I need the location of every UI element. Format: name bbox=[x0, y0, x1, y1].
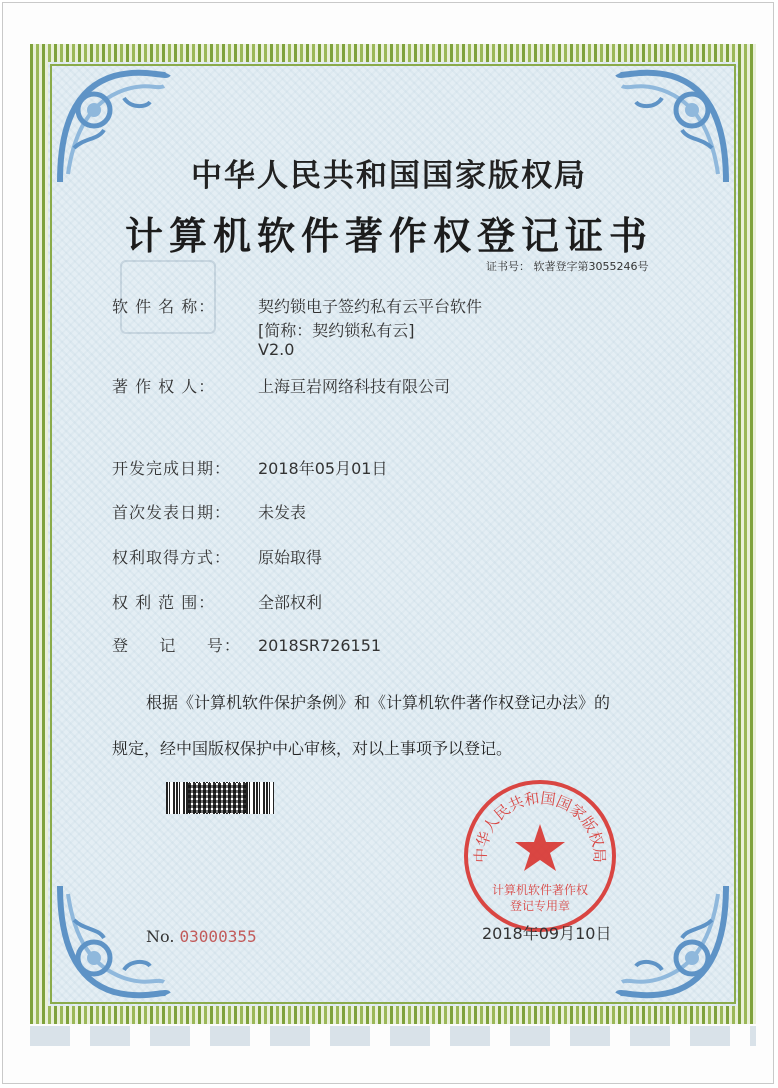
seal-outer-text: 中华人民共和国国家版权局 bbox=[471, 789, 609, 864]
registration-number-value: 2018SR726151 bbox=[258, 636, 382, 655]
qr-code-icon bbox=[188, 783, 246, 813]
scope-value: 全部权利 bbox=[258, 593, 323, 612]
serial-prefix: No. bbox=[146, 927, 175, 946]
statement-line-1: 根据《计算机软件保护条例》和《计算机软件著作权登记办法》的 bbox=[146, 693, 611, 712]
acquire-method-value: 原始取得 bbox=[258, 548, 323, 567]
owner-row bbox=[112, 374, 450, 397]
short-name-value: [简称：契约锁私有云] bbox=[258, 321, 415, 340]
issuer-title: 中华人民共和国国家版权局 bbox=[191, 158, 587, 194]
scope-row bbox=[112, 590, 322, 613]
completion-date-row bbox=[112, 456, 387, 479]
publish-date-row bbox=[112, 500, 306, 523]
serial-value: 03000355 bbox=[179, 927, 257, 946]
completion-date-value: 2018年05月01日 bbox=[258, 459, 388, 478]
certificate-number: 证书号： 软著登字第3055246号 bbox=[486, 260, 649, 273]
completion-date-label: 开发完成日期： bbox=[112, 459, 232, 478]
software-name-value: 契约锁电子签约私有云平台软件 bbox=[258, 297, 483, 316]
statement-line-2: 规定，经中国版权保护中心审核，对以上事项予以登记。 bbox=[112, 739, 513, 758]
issue-date: 2018年09月10日 bbox=[482, 924, 612, 943]
publish-date-value: 未发表 bbox=[258, 503, 307, 522]
acquire-method-label: 权利取得方式： bbox=[112, 548, 232, 567]
version-value: V2.0 bbox=[258, 340, 295, 359]
registration-number-label: 登 记 号： bbox=[112, 636, 241, 655]
software-name-row bbox=[112, 294, 482, 317]
seal-inner-line-1: 计算机软件著作权 bbox=[491, 883, 589, 897]
scope-label: 权 利 范 围： bbox=[112, 593, 216, 612]
owner-value: 上海亘岩网络科技有限公司 bbox=[258, 377, 451, 396]
footer-watermark-strip bbox=[30, 1026, 756, 1046]
serial-number bbox=[146, 927, 257, 946]
software-name-label: 软 件 名 称： bbox=[112, 297, 216, 316]
seal-inner-line-2: 登记专用章 bbox=[509, 899, 571, 913]
owner-label: 著 作 权 人： bbox=[112, 377, 216, 396]
registration-number-row bbox=[112, 633, 381, 656]
publish-date-label: 首次发表日期： bbox=[112, 503, 232, 522]
acquire-method-row bbox=[112, 545, 322, 568]
certificate-title: 计算机软件著作权登记证书 bbox=[124, 214, 653, 258]
